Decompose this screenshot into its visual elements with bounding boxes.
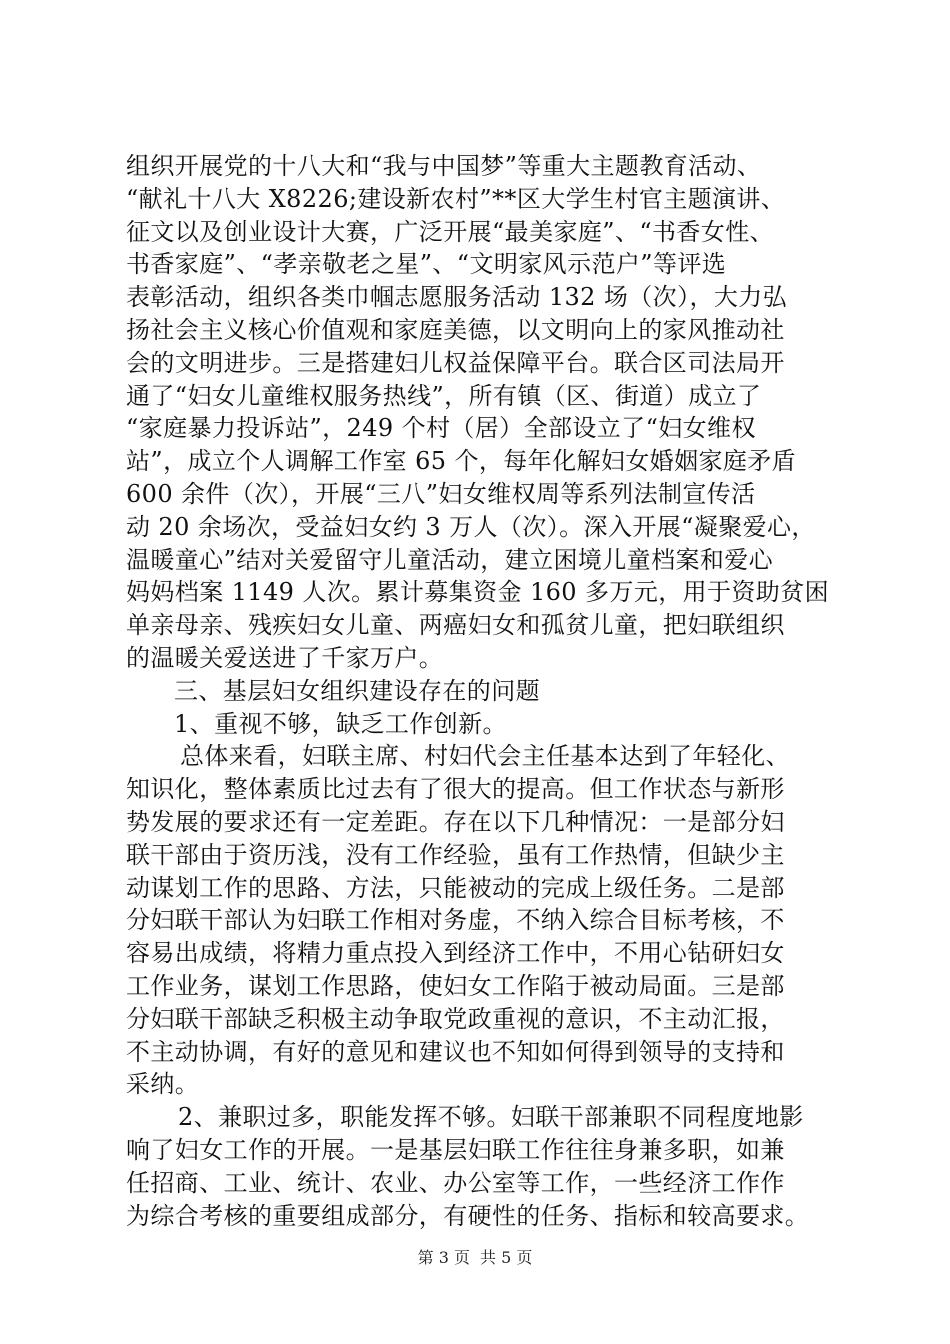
text-line: 征文以及创业设计大赛，广泛开展“最美家庭”、“书香女性、 (126, 217, 775, 246)
text-line: 不主动协调，有好的意见和建议也不知如何得到领导的支持和 (126, 1037, 785, 1066)
subsection-heading: 1、重视不够，缺乏工作创新。 (174, 709, 507, 738)
text-line: 采纳。 (126, 1070, 200, 1099)
text-line: 知识化，整体素质比过去有了很大的提高。但工作状态与新形 (126, 775, 785, 804)
text-line: 容易出成绩，将精力重点投入到经济工作中，不用心钻研妇女 (126, 939, 785, 968)
document-body (126, 150, 838, 1232)
text-line: 会的文明进步。三是搭建妇儿权益保障平台。联合区司法局开 (126, 348, 785, 377)
text-line: 分妇联干部缺乏积极主动争取党政重视的意识，不主动汇报， (126, 1004, 785, 1033)
text-line: 组织开展党的十八大和“我与中国梦”等重大主题教育活动、 (126, 152, 762, 180)
text-line: 动 20 余场次，受益妇女约 3 万人（次）。深入开展“凝聚爱心， (126, 512, 816, 541)
text-line: 600 余件（次），开展“三八”妇女维权周等系列法制宣传活 (126, 479, 756, 508)
text-line: 2、兼职过多，职能发挥不够。妇联干部兼职不同程度地影 (178, 1103, 804, 1132)
text-line: 的温暖关爱送进了千家万户。 (126, 643, 444, 672)
text-line: 扬社会主义核心价值观和家庭美德，以文明向上的家风推动社 (126, 315, 785, 344)
text-line: 响了妇女工作的开展。一是基层妇联工作往往身兼多职，如兼 (126, 1135, 785, 1164)
text-line: “家庭暴力投诉站”，249 个村（居）全部设立了“妇女维权 (126, 414, 756, 443)
page-footer (0, 1248, 950, 1268)
text-line: 工作业务，谋划工作思路，使妇女工作陷于被动局面。三是部 (126, 971, 785, 1000)
text-line: 妈妈档案 1149 人次。累计募集资金 160 多万元，用于资助贫困 (126, 578, 830, 607)
text-line: 联干部由于资历浅，没有工作经验，虽有工作热情，但缺少主 (126, 840, 785, 869)
text-line: 单亲母亲、残疾妇女儿童、两癌妇女和孤贫儿童，把妇联组织 (126, 611, 785, 640)
text-line: 为综合考核的重要组成部分，有硬性的任务、指标和较高要求。 (126, 1201, 810, 1230)
text-line: 任招商、工业、统计、农业、办公室等工作，一些经济工作作 (126, 1168, 785, 1197)
text-line: 势发展的要求还有一定差距。存在以下几种情况：一是部分妇 (126, 807, 785, 836)
text-line: 总体来看，妇联主席、村妇代会主任基本达到了年轻化、 (180, 742, 790, 771)
page-number: 第 3 页 (417, 1248, 470, 1267)
text-line: 书香家庭”、“孝亲敬老之星”、“文明家风示范户”等评选 (126, 250, 727, 279)
text-line: 站”，成立个人调解工作室 65 个，每年化解妇女婚姻家庭矛盾 (126, 447, 797, 476)
text-line: 分妇联干部认为妇联工作相对务虚，不纳入综合目标考核，不 (126, 906, 785, 935)
text-line: 动谋划工作的思路、方法，只能被动的完成上级任务。二是部 (126, 873, 785, 902)
text-line: “献礼十八大 X8226;建设新农村”**区大学生村官主题演讲、 (126, 184, 786, 213)
text-line: 通了“妇女儿童维权服务热线”，所有镇（区、街道）成立了 (126, 381, 762, 410)
text-line: 表彰活动，组织各类巾帼志愿服务活动 132 场（次），大力弘 (126, 283, 788, 312)
text-line: 温暖童心”结对关爱留守儿童活动，建立困境儿童档案和爱心 (126, 545, 774, 574)
section-heading: 三、基层妇女组织建设存在的问题 (174, 676, 540, 705)
page-total: 共 5 页 (480, 1248, 533, 1267)
